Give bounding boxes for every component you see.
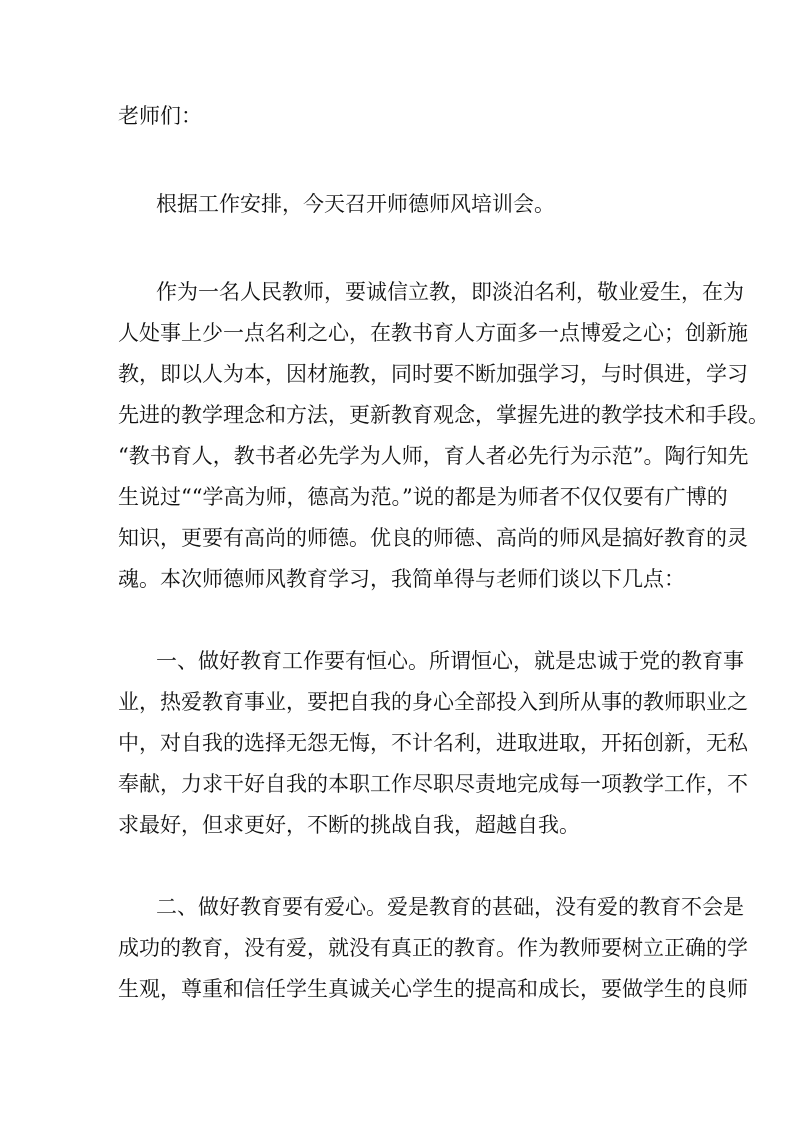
- salutation: 老师们：: [118, 104, 202, 128]
- paragraph-line: 生观，尊重和信任学生真诚关心学生的提高和成长，要做学生的良师: [118, 977, 748, 1001]
- paragraph-line: 一、做好教育工作要有恒心。所谓恒心，就是忠诚于党的教育事: [156, 649, 744, 673]
- paragraph-line: 奉献，力求干好自我的本职工作尽职尽责地完成每一项教学工作，不: [118, 772, 748, 796]
- paragraph-line: 教，即以人为本，因材施教，同时要不断加强学习，与时俱进，学习: [118, 362, 748, 386]
- paragraph-line: 中，对自我的选择无怨无悔，不计名利，进取进取，开拓创新，无私: [118, 731, 748, 755]
- paragraph-line: 知识，更要有高尚的师德。优良的师德、高尚的师风是搞好教育的灵: [118, 526, 748, 550]
- paragraph-line: 根据工作安排，今天召开师德师风培训会。: [156, 192, 555, 216]
- paragraph-line: “教书育人，教书者必先学为人师，育人者必先行为示范”。陶行知先: [118, 444, 749, 468]
- paragraph-line: 求最好，但求更好，不断的挑战自我，超越自我。: [118, 813, 580, 837]
- paragraph-line: 生说过““学高为师，德高为范。”说的都是为师者不仅仅要有广博的: [118, 485, 728, 509]
- paragraph-line: 成功的教育，没有爱，就没有真正的教育。作为教师要树立正确的学: [118, 936, 748, 960]
- paragraph-line: 人处事上少一点名利之心，在教书育人方面多一点博爱之心；创新施: [118, 321, 748, 345]
- document-page: [118, 96, 769, 1010]
- paragraph-line: 作为一名人民教师，要诚信立教，即淡泊名利，敬业爱生，在为: [156, 280, 744, 304]
- body-paragraph: [118, 641, 748, 846]
- body-paragraph: [118, 272, 769, 600]
- body-paragraph: [118, 887, 748, 1010]
- paragraph-line: 先进的教学理念和方法，更新教育观念，掌握先进的教学技术和手段。: [118, 403, 769, 427]
- paragraph-line: 业，热爱教育事业，要把自我的身心全部投入到所从事的教师职业之: [118, 690, 748, 714]
- salutation-paragraph: [118, 96, 680, 137]
- body-paragraph: [118, 184, 680, 225]
- paragraph-line: 二、做好教育要有爱心。爱是教育的甚础，没有爱的教育不会是: [156, 895, 744, 919]
- paragraph-line: 魂。本次师德师风教育学习，我简单得与老师们谈以下几点：: [118, 567, 685, 591]
